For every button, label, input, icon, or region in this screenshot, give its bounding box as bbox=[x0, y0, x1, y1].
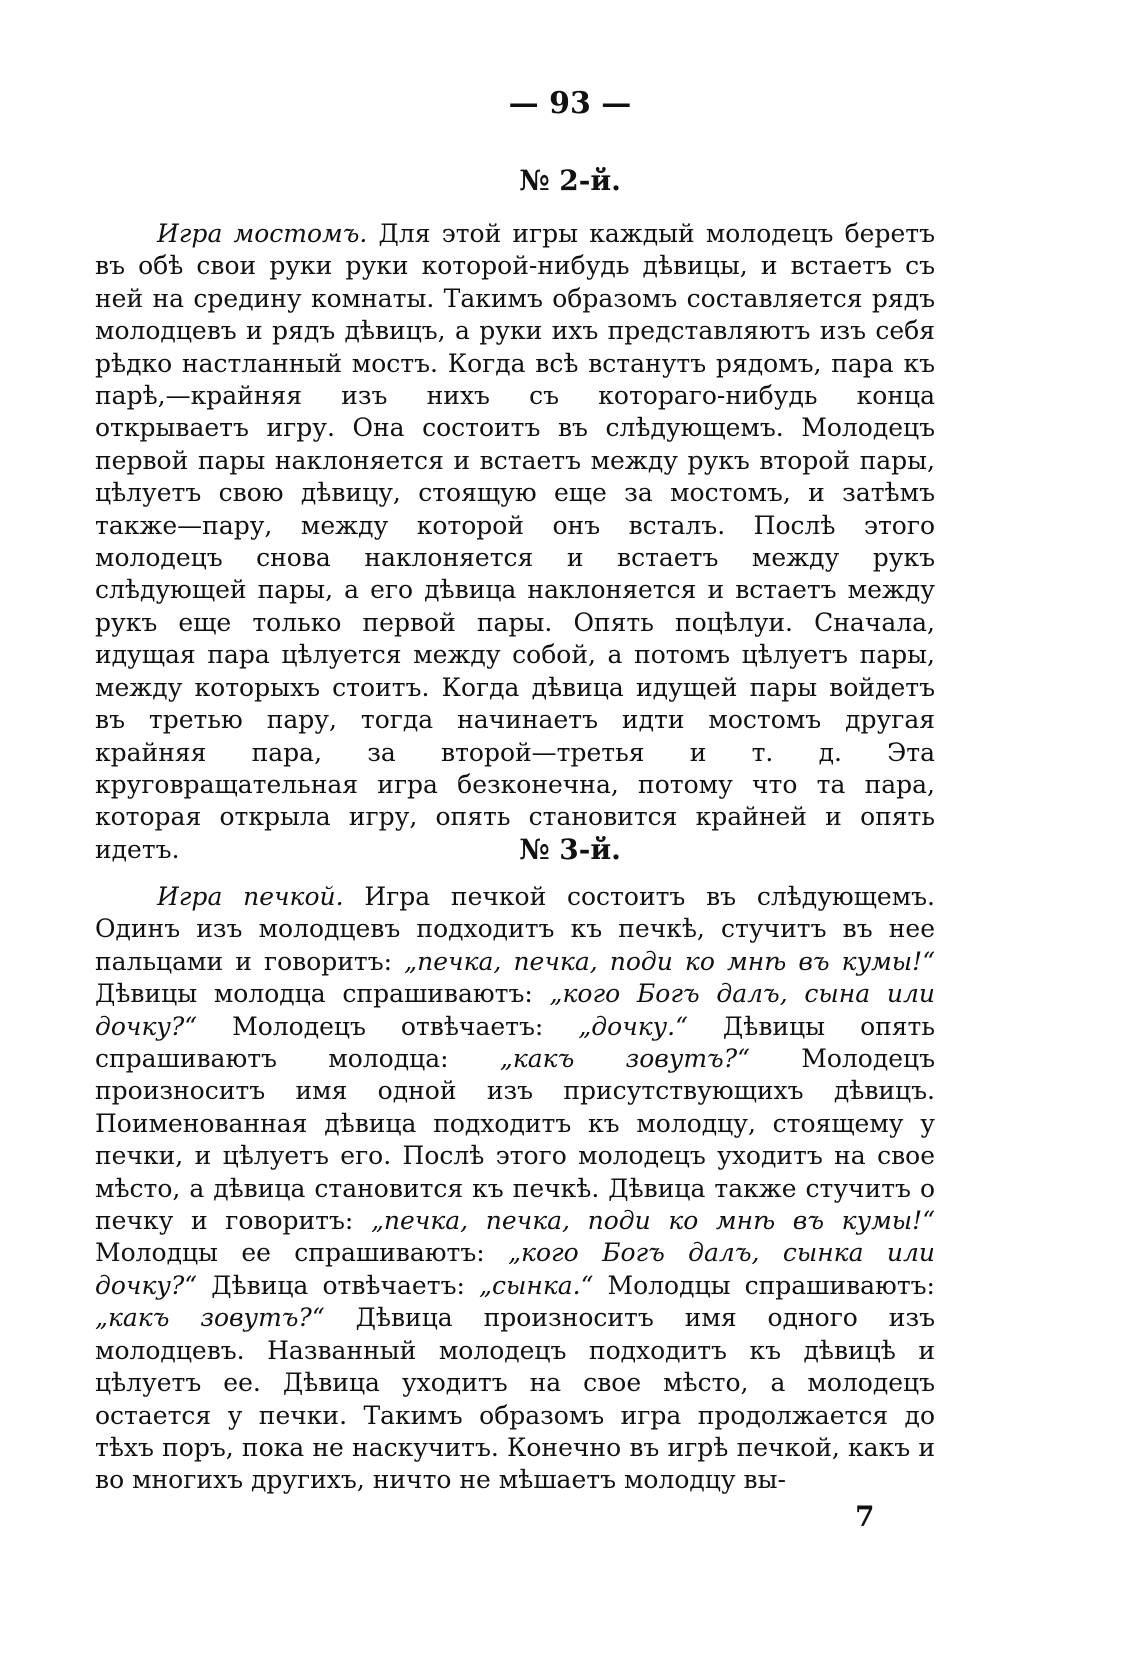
game-title: Игра мостомъ. bbox=[157, 219, 368, 248]
page-number: — 93 — bbox=[508, 86, 632, 121]
body-text: Молодцы спрашиваютъ: bbox=[593, 1270, 935, 1300]
quoted-speech: „какъ зовутъ?“ bbox=[499, 1044, 750, 1074]
body-text: Дѣвицы молодца спрашиваютъ: bbox=[95, 979, 550, 1009]
section-heading-3: № 3-й. bbox=[519, 833, 621, 866]
body-text: Для этой игры каждый молодецъ беретъ въ обѣ свои руки руки которой-нибудь дѣвицы, и встаетъ съ ней на средину комнаты. Такимъ образомъ составляется рядъ молодцевъ и рядъ дѣвицъ, а руки ихъ представляютъ изъ себя рѣдко настланный мостъ. Когда всѣ встанутъ рядомъ, пара къ парѣ,—крайняя изъ нихъ съ котораго-нибудь конца открываетъ игру. Она состоитъ въ слѣдующемъ. Молодецъ первой пары наклоняется и встаетъ между рукъ второй пары, цѣлуетъ свою дѣвицу, стоящую еще за мостомъ, и затѣмъ также—пару, между которой онъ всталъ. Послѣ этого молодецъ снова наклоняется и встаетъ между рукъ слѣдующей пары, а его дѣвица наклоняется и встаетъ между рукъ еще только первой пары. Опять поцѣлуи. Сначала, идущая пара цѣлуется между собой, а потомъ цѣлуетъ пары, между которыхъ стоитъ. Когда дѣвица идущей пары войдетъ въ третью пару, тогда начинаетъ идти мостомъ другая крайняя пара, за второй—третья и т. д. Эта круговращательная игра безконечна, потому что та пара, которая открыла игру, опять становится крайней и опять идетъ. bbox=[95, 219, 936, 864]
body-text: Дѣвицы опять спрашиваютъ молодца: bbox=[95, 1011, 936, 1074]
body-text: Игра печкой состоитъ въ слѣдующемъ. Одинъ изъ молодцевъ подходитъ къ печкѣ, стучитъ въ нее пальцами и говоритъ: bbox=[95, 882, 935, 976]
section-paragraph bbox=[95, 218, 935, 866]
quoted-speech: „дочку.“ bbox=[578, 1011, 688, 1041]
quoted-speech: „печка, печка, поди ко мнѣ въ кумы!“ bbox=[404, 946, 935, 976]
section-heading-2: № 2-й. bbox=[519, 164, 621, 197]
body-text: Молодецъ отвѣчаетъ: bbox=[197, 1011, 579, 1041]
body-text: Дѣвица отвѣчаетъ: bbox=[197, 1270, 480, 1300]
section-paragraph bbox=[95, 881, 935, 1497]
quoted-speech: „кого Богъ далъ, сына или дочку?“ bbox=[95, 979, 935, 1041]
body-text: Дѣвица произноситъ имя одного изъ молодцевъ. Названный молодецъ подходитъ къ дѣвицѣ и цѣлуетъ ее. Дѣвица уходитъ на свое мѣсто, а молодецъ остается у печки. Такимъ образомъ игра продолжается до тѣхъ поръ, пока не наскучитъ. Конечно въ игрѣ печкой, какъ и во многихъ другихъ, ничто не мѣшаетъ молодцу вы- bbox=[95, 1303, 935, 1495]
body-text: Молодцы ее спрашиваютъ: bbox=[95, 1238, 509, 1268]
quoted-speech: „печка, печка, поди ко мнѣ въ кумы!“ bbox=[370, 1206, 935, 1236]
body-text: Молодецъ произноситъ имя одной изъ присутствующихъ дѣвицъ. Поименованная дѣвица подходитъ къ молодцу, стоящему у печки, и цѣлуетъ его. Послѣ этого молодецъ уходитъ на свое мѣсто, а дѣвица становится къ печкѣ. Дѣвица также стучитъ о печку и говоритъ: bbox=[95, 1044, 935, 1236]
game-title: Игра печкой. bbox=[157, 882, 344, 911]
signature-mark: 7 bbox=[855, 1500, 875, 1533]
quoted-speech: „кого Богъ далъ, сынка или дочку?“ bbox=[95, 1238, 936, 1300]
quoted-speech: „какъ зовутъ?“ bbox=[95, 1303, 325, 1333]
quoted-speech: „сынка.“ bbox=[479, 1270, 594, 1300]
